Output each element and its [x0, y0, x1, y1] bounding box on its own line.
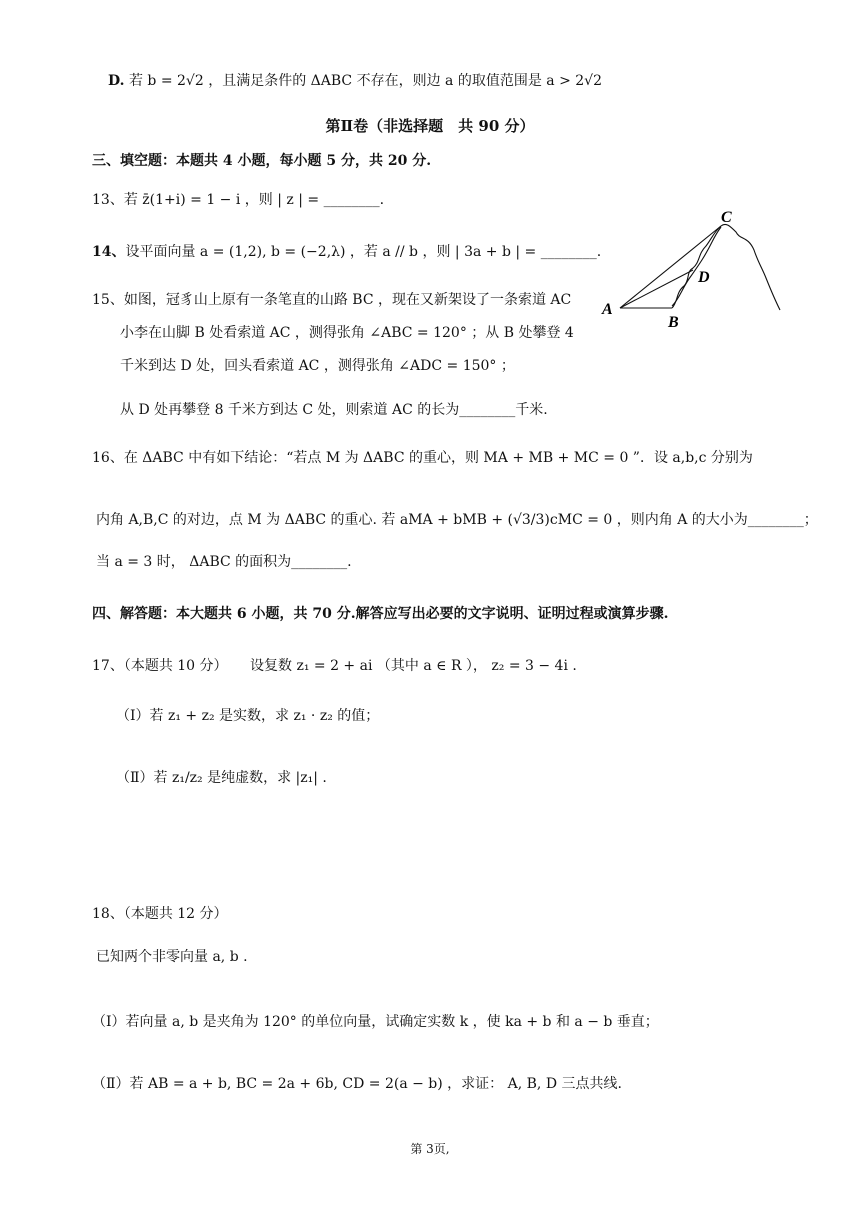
label-a: A: [602, 301, 613, 318]
part4-header: 四、解答题：本大题共 6 小题，共 70 分.解答应写出必要的文字说明、证明过程或演算步骤.: [92, 606, 669, 622]
q15-number: 15、: [92, 292, 124, 308]
segment-ad: [620, 270, 693, 308]
question-18: [92, 904, 228, 924]
q16-line1: 在 ΔABC 中有如下结论：“若点 M 为 ΔABC 的重心，则 MA + MB + MC = 0 ”．设 a,b,c 分别为: [123, 450, 753, 466]
q17-number: 17、: [92, 658, 124, 674]
option-d: [108, 71, 602, 91]
q16-number: 16、: [92, 450, 124, 466]
question-14: [92, 242, 601, 262]
mountain-slope: [672, 224, 780, 310]
question-16-line3: 当 a = 3 时， ΔABC 的面积为________.: [96, 554, 352, 570]
q13-number: 13、: [92, 192, 124, 208]
q17-stem: 设复数 z₁ = 2 + ai （其中 a ∈ R ）， z₂ = 3 − 4i .: [250, 658, 577, 674]
question-18-stem: 已知两个非零向量 a, b .: [96, 949, 248, 965]
page-number: 第 3页,: [410, 1142, 450, 1156]
question-16-line2: 内角 A,B,C 的对边，点 M 为 ΔABC 的重心. 若 aMA + bMB + (√3/3)cMC = 0 ，则内角 A 的大小为________；: [96, 512, 818, 528]
label-b: B: [668, 314, 679, 331]
question-18-part1: （Ⅰ）若向量 a, b 是夹角为 120° 的单位向量，试确定实数 k ，使 ka + b 和 a − b 垂直；: [92, 1014, 659, 1030]
q17-score: （本题共 10 分）: [123, 658, 228, 674]
option-d-label: D.: [108, 73, 125, 89]
q18-number: 18、: [92, 906, 124, 922]
q13-text: 若 z̄(1+i) = 1 − i ，则 | z | = ________.: [123, 192, 385, 208]
q15-line1: 如图，冠豸山上原有一条笔直的山路 BC ，现在又新架设了一条索道 AC: [123, 292, 572, 308]
question-15-line2: 小李在山脚 B 处看索道 AC ，测得张角 ∠ABC = 120° ；从 B 处攀登 4: [120, 325, 574, 341]
q18-score: （本题共 12 分）: [123, 906, 228, 922]
section-title: 第Ⅱ卷（非选择题 共 90 分）: [325, 117, 535, 135]
question-17-part2: （Ⅱ）若 z₁/z₂ 是纯虚数，求 |z₁| .: [116, 770, 327, 786]
question-18-part2: （Ⅱ）若 AB = a + b, BC = 2a + 6b, CD = 2(a − b) ，求证： A, B, D 三点共线.: [92, 1076, 622, 1092]
label-d: D: [698, 269, 710, 286]
option-d-text: 若 b = 2√2 ，且满足条件的 ΔABC 不存在，则边 a 的取值范围是 a > 2√2: [128, 73, 602, 89]
question-15-line4: 从 D 处再攀登 8 千米方到达 C 处，则索道 AC 的长为________千米.: [120, 402, 548, 418]
q14-text: 设平面向量 a = (1,2), b = (−2,λ) ，若 a // b ，则 | 3a + b | = ________.: [125, 244, 602, 260]
question-15-line3: 千米到达 D 处，回头看索道 AC ，测得张角 ∠ADC = 150° ；: [120, 358, 515, 374]
question-15-line1: [92, 290, 571, 310]
q14-number: 14、: [92, 244, 126, 260]
question-13: [92, 190, 384, 210]
question-16-line1: [92, 448, 753, 468]
part3-header: 三、填空题：本题共 4 小题，每小题 5 分，共 20 分.: [92, 153, 432, 169]
label-c: C: [721, 209, 732, 226]
segment-ac: [620, 226, 721, 308]
path-bdc: [672, 227, 721, 306]
question-17: [92, 656, 577, 676]
mountain-figure: [598, 206, 798, 331]
question-17-part1: （Ⅰ）若 z₁ + z₂ 是实数，求 z₁ · z₂ 的值；: [116, 708, 380, 724]
